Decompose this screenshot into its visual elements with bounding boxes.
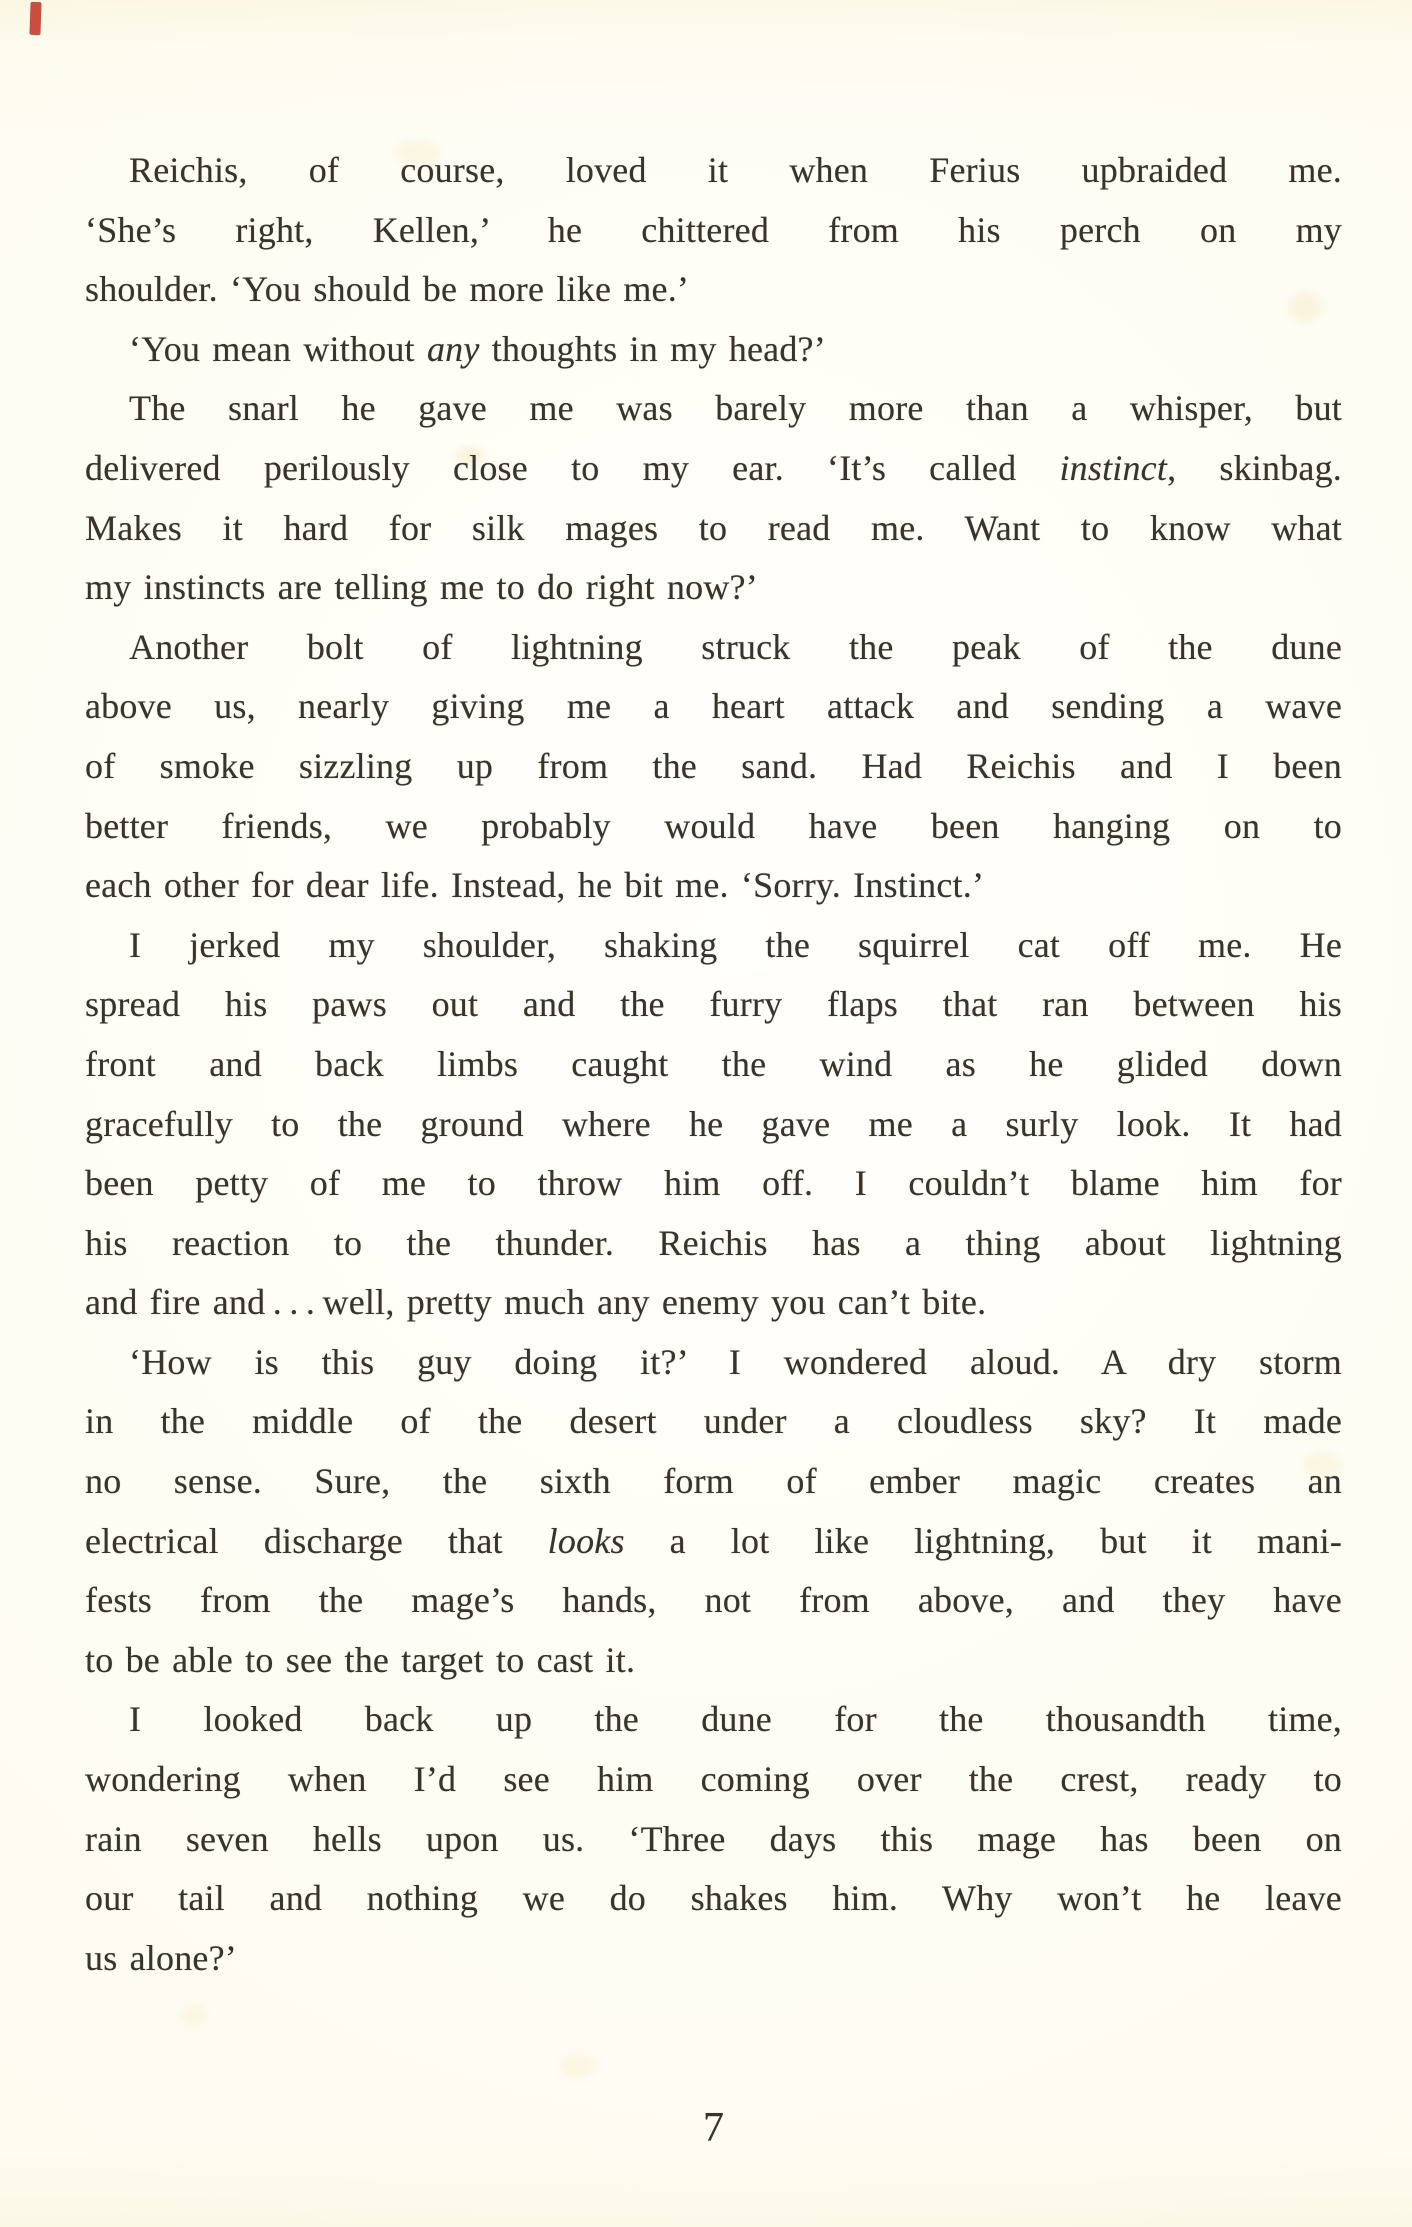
red-scan-mark — [29, 2, 41, 35]
text-line — [85, 558, 1342, 618]
text-line — [85, 141, 1342, 201]
text-line — [85, 1750, 1342, 1810]
text-segment: rain seven hells upon us. ‘Three days this mage has been on — [85, 1818, 1342, 1859]
text-segment: been petty of me to throw him off. I couldn’t blame him for — [85, 1163, 1342, 1204]
text-line — [85, 379, 1342, 439]
text-segment: I jerked my shoulder, shaking the squirrel cat off me. He — [129, 924, 1342, 965]
text-segment: Another bolt of lightning struck the peak of the dune — [129, 626, 1342, 667]
text-block — [85, 141, 1342, 1988]
text-segment: ‘She’s right, Kellen,’ he chittered from his perch on my — [85, 209, 1342, 250]
text-segment: his reaction to the thunder. Reichis has a thing about lightning — [85, 1222, 1342, 1263]
text-segment: thoughts in my head?’ — [479, 328, 826, 369]
text-line — [85, 439, 1342, 499]
text-segment: Reichis, of course, loved it when Ferius upbraided me. — [129, 150, 1342, 190]
page-number: 7 — [703, 2105, 724, 2151]
text-line — [85, 916, 1342, 976]
text-segment: no sense. Sure, the sixth form of ember magic creates an — [85, 1461, 1342, 1502]
text-segment: a lot like lightning, but it mani- — [624, 1520, 1343, 1561]
text-line — [85, 1571, 1342, 1631]
text-segment: shoulder. ‘You should be more like me.’ — [85, 269, 690, 310]
italic-text: instinct — [1059, 447, 1168, 488]
text-segment: our tail and nothing we do shakes him. Why won’t he leave — [85, 1878, 1342, 1919]
paper-stain — [180, 2005, 208, 2025]
text-segment: better friends, we probably would have been hanging on to — [85, 805, 1342, 846]
text-line — [85, 618, 1342, 678]
text-line — [85, 856, 1342, 916]
text-line — [85, 1929, 1342, 1989]
text-line — [85, 1392, 1342, 1452]
text-segment: my instincts are telling me to do right now?’ — [85, 567, 758, 608]
text-segment: ‘You mean without — [129, 328, 427, 369]
text-line — [85, 975, 1342, 1035]
text-segment: , skinbag. — [1167, 447, 1342, 488]
text-segment: and fire and . . . well, pretty much any enemy you can’t bite. — [85, 1282, 987, 1323]
text-line — [85, 1035, 1342, 1095]
text-segment: each other for dear life. Instead, he bit me. ‘Sorry. Instinct.’ — [85, 865, 985, 906]
text-line — [85, 1154, 1342, 1214]
text-segment: above us, nearly giving me a heart attack and sending a wave — [85, 686, 1342, 727]
text-line — [85, 201, 1342, 261]
text-line — [85, 797, 1342, 857]
text-segment: delivered perilously close to my ear. ‘It’s called — [85, 447, 1060, 488]
text-line — [85, 737, 1342, 797]
text-line — [85, 499, 1342, 559]
text-segment: wondering when I’d see him coming over the crest, ready to — [85, 1759, 1342, 1800]
text-line — [85, 1452, 1342, 1512]
text-line — [85, 1690, 1342, 1750]
text-segment: in the middle of the desert under a cloudless sky? It made — [85, 1401, 1342, 1442]
text-segment: spread his paws out and the furry flaps that ran between his — [85, 984, 1342, 1025]
italic-text: any — [426, 328, 480, 369]
text-line — [85, 260, 1342, 320]
text-segment: The snarl he gave me was barely more than a whisper, but — [129, 388, 1342, 429]
text-line — [85, 1333, 1342, 1393]
text-segment: electrical discharge that — [85, 1520, 548, 1561]
text-segment: gracefully to the ground where he gave me a surly look. It had — [85, 1103, 1342, 1144]
italic-text: looks — [547, 1520, 625, 1561]
text-line — [85, 1631, 1342, 1691]
text-line — [85, 677, 1342, 737]
text-segment: fests from the mage’s hands, not from above, and they have — [85, 1580, 1342, 1621]
text-line — [85, 1512, 1342, 1572]
text-segment: us alone?’ — [85, 1937, 237, 1978]
text-segment: ‘How is this guy doing it?’ I wondered aloud. A dry storm — [129, 1341, 1342, 1382]
text-segment: to be able to see the target to cast it. — [85, 1639, 636, 1680]
text-line — [85, 1869, 1342, 1929]
paper-stain — [560, 2055, 596, 2077]
text-line — [85, 1273, 1342, 1333]
text-segment: I looked back up the dune for the thousandth time, — [129, 1699, 1342, 1740]
text-line — [85, 1810, 1342, 1870]
text-line — [85, 1095, 1342, 1155]
text-line — [85, 1214, 1342, 1274]
text-segment: Makes it hard for silk mages to read me. Want to know what — [85, 507, 1342, 548]
text-segment: of smoke sizzling up from the sand. Had Reichis and I been — [85, 745, 1342, 786]
text-segment: front and back limbs caught the wind as he glided down — [85, 1043, 1342, 1084]
text-line — [85, 320, 1342, 380]
